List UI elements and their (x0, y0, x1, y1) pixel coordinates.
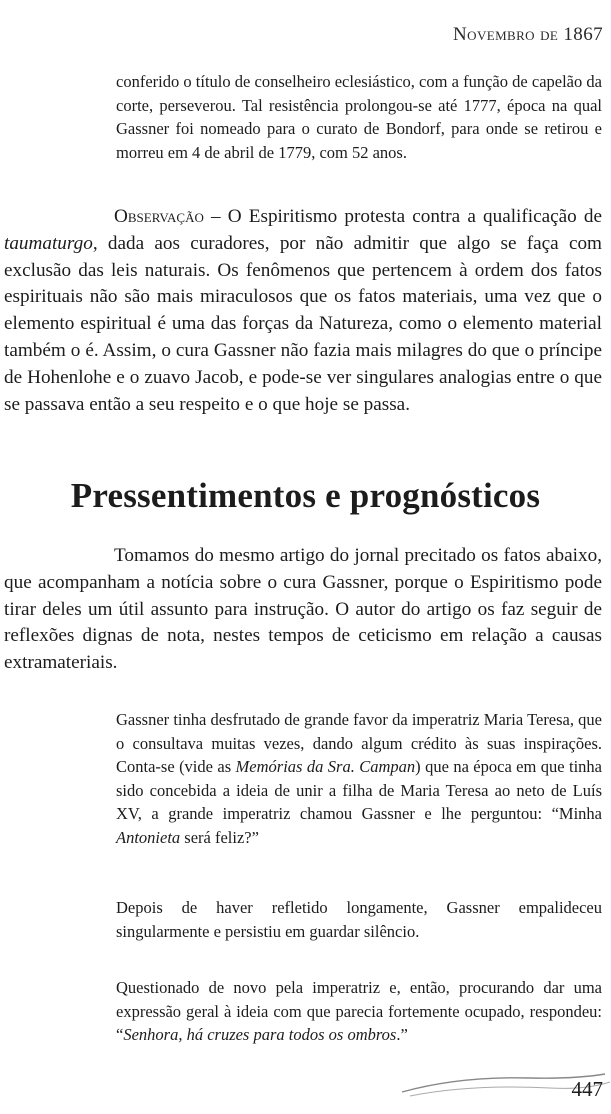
observation-paragraph: Observação – O Espiritismo protesta contra a qualificação de taumaturgo, dada aos curadores, por não admitir que algo se faça com exclusão das leis naturais. Os fenômenos que pertencem à ordem dos fatos espirituais não são mais miraculosos que os fatos materiais, uma vez que o elemento espiritual é uma das forças da Natureza, como o elemento material também o é. Assim, o cura Gassner não fazia mais milagres do que o príncipe de Hohenlohe e o zuavo Jacob, e pode-se ver singulares analogias entre o que se passava então a seu respeito e o que hoje se passa. (4, 206, 602, 415)
quote-paragraph-3: Depois de haver refletido longamente, Gassner empalideceu singularmente e persistiu em guardar silêncio. (116, 898, 602, 941)
quote-paragraph-4: Questionado de novo pela imperatriz e, então, procurando dar uma expressão geral à ideia com que parecia fortemente ocupado, respondeu: “Senhora, há cruzes para todos os ombros.” (116, 978, 602, 1044)
section-title: Pressentimentos e prognósticos (70, 476, 541, 515)
page-number: 447 (571, 1077, 603, 1101)
quote-paragraph-1: conferido o título de conselheiro eclesiástico, com a função de capelão da corte, perseverou. Tal resistência prolongou-se até 1777, época na qual Gassner foi nomeado para o curato de Bondorf, para onde se retirou e morreu em 4 de abril de 1779, com 52 anos. (116, 72, 602, 162)
running-header: Novembro de 1867 (453, 24, 603, 45)
observation-label: Observação (114, 206, 204, 227)
quote-paragraph-2: Gassner tinha desfrutado de grande favor da imperatriz Maria Teresa, que o consultava muitas vezes, dando algum crédito às suas inspirações. Conta-se (vide as Memórias da Sra. Campan) que na época em que tinha sido concebida a ideia de unir a filha de Maria Teresa ao neto de Luís XV, a grande imperatriz chamou Gassner e lhe perguntou: “Minha Antonieta será feliz?” (116, 710, 602, 847)
intro-paragraph: Tomamos do mesmo artigo do jornal precitado os fatos abaixo, que acompanham a notícia sobre o cura Gassner, porque o Espiritismo pode tirar deles um útil assunto para instrução. O autor do artigo os faz seguir de reflexões dignas de nota, nestes tempos de ceticismo em relação a causas extramateriais. (4, 545, 602, 674)
